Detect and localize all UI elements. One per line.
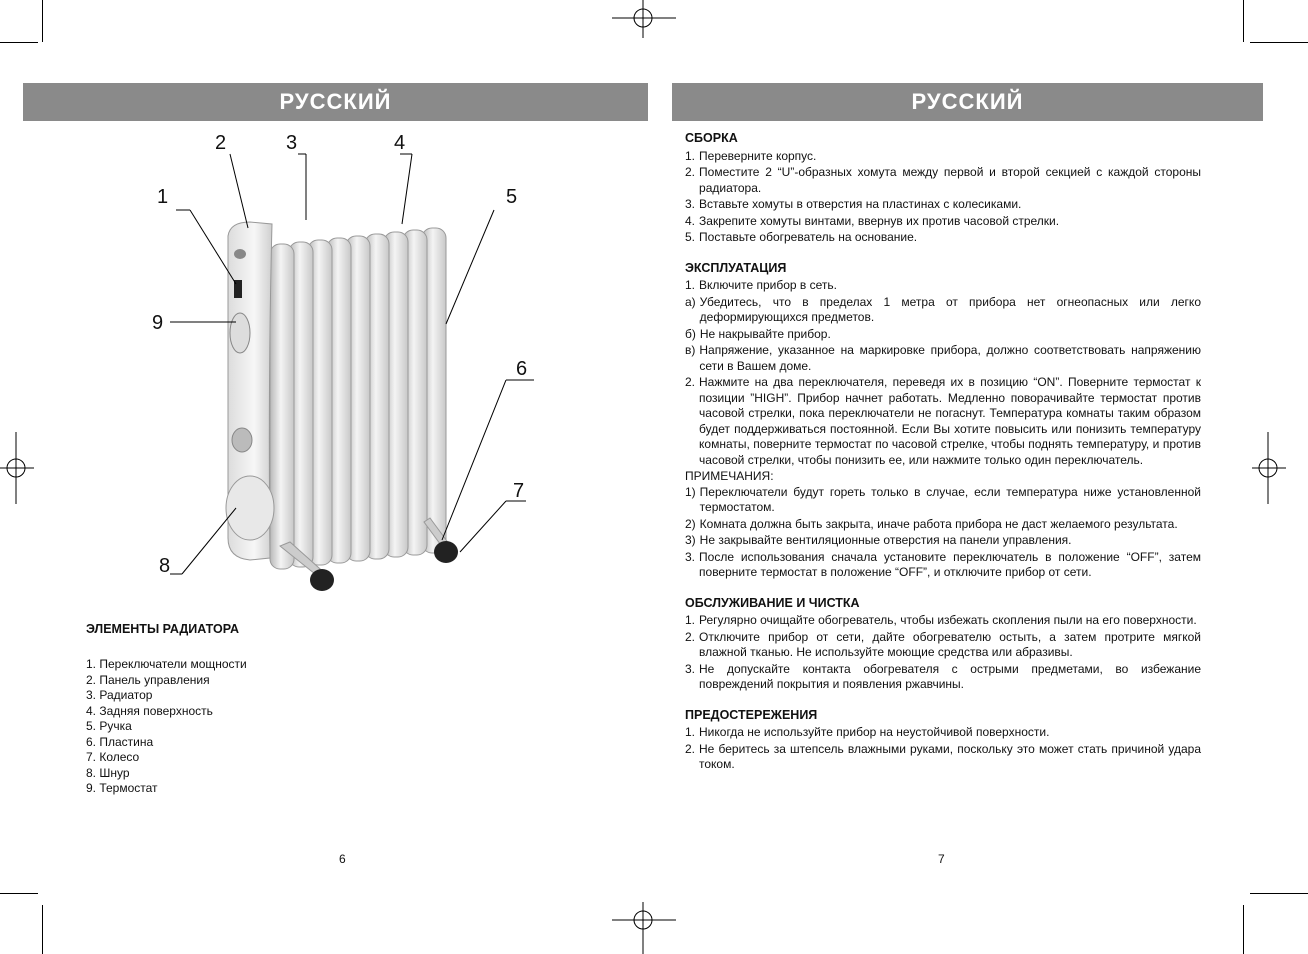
header-band-right — [672, 83, 1263, 121]
list-item — [685, 517, 1201, 533]
callout-3: 3 — [286, 132, 298, 154]
list-item: 9. Термостат — [86, 781, 158, 795]
item-text: Не накрывайте прибор. — [699, 326, 831, 341]
list-item — [685, 343, 1201, 374]
item-text: Убедитесь, что в пределах 1 метра от прибора нет огнеопасных или легко деформирующихся предметов. — [699, 294, 1201, 324]
callout-7: 7 — [513, 480, 525, 502]
list-item — [685, 630, 1201, 661]
operation-title: ЭКСПЛУАТАЦИЯ — [685, 260, 787, 275]
page-number-right: 7 — [938, 852, 945, 866]
list-item — [685, 230, 1201, 246]
item-number: 1) — [685, 484, 696, 499]
item-number: в) — [685, 343, 696, 357]
radiator-fins — [270, 228, 446, 569]
header-title-right: РУССКИЙ — [911, 89, 1024, 114]
list-item: 5. Ручка — [86, 719, 132, 733]
operation-list — [685, 278, 1201, 468]
assembly-title: СБОРКА — [685, 131, 738, 145]
item-number: б) — [685, 326, 696, 341]
notes-list — [685, 485, 1201, 581]
callout-6: 6 — [516, 358, 528, 380]
callout-2: 2 — [215, 132, 227, 154]
crop-mark — [0, 42, 38, 43]
notes-label: ПРИМЕЧАНИЯ: — [685, 469, 774, 483]
warnings-title: ПРЕДОСТЕРЕЖЕНИЯ — [685, 707, 818, 722]
item-number: 1. — [685, 725, 696, 739]
item-number: 2. — [685, 375, 696, 389]
item-text: Никогда не используйте прибор на неустойчивой поверхности. — [699, 725, 1050, 739]
item-text: Поместите 2 “U”-образных хомута между первой и второй секцией с каждой стороны радиатора. — [699, 165, 1201, 195]
registration-mark-left — [0, 432, 36, 504]
item-text: Переключатели будут гореть только в случае, если температура ниже установленной термостатом. — [699, 484, 1201, 514]
callout-4: 4 — [394, 132, 406, 154]
item-text: После использования сначала установите переключатель в положение “OFF”, затем поверните термостат в положение “OFF”, и отключите прибор от сети. — [699, 549, 1201, 579]
maintenance-list — [685, 613, 1201, 693]
crop-mark — [1250, 893, 1308, 894]
item-number: 5. — [685, 230, 696, 244]
crop-mark — [0, 893, 38, 894]
list-item — [685, 295, 1201, 326]
list-item — [685, 327, 1201, 343]
list-item: 8. Шнур — [86, 765, 130, 780]
crop-mark — [1243, 905, 1244, 954]
item-number: 3. — [685, 661, 696, 676]
list-item — [685, 278, 1201, 294]
parts-title: ЭЛЕМЕНТЫ РАДИАТОРА — [86, 622, 239, 636]
item-text: Закрепите хомуты винтами, ввернув их против часовой стрелки. — [699, 213, 1060, 228]
list-item: 1. Переключатели мощности — [86, 657, 247, 671]
item-text: Отключите прибор от сети, дайте обогревателю остыть, а затем протрите мягкой влажной тканью. Не используйте моющие средства или абразивы. — [699, 629, 1201, 659]
parts-section — [86, 622, 506, 797]
item-text: Комната должна быть закрыта, иначе работа прибора не даст желаемого результата. — [699, 516, 1178, 531]
item-number: 2. — [685, 629, 696, 644]
list-item: 2. Панель управления — [86, 672, 210, 687]
assembly-list — [685, 149, 1201, 246]
page-number-left: 6 — [339, 852, 346, 866]
item-text: Включите прибор в сеть. — [699, 278, 837, 292]
maintenance-title: ОБСЛУЖИВАНИЕ И ЧИСТКА — [685, 595, 860, 610]
item-text: Нажмите на два переключателя, переведя их в позицию “ON”. Поверните термостат к позиции ”HIGH”. Прибор начнет работать. Медленно поворачивайте термостат против часовой стрелки, пока переключатели не погаснут. Температура комнаты таким образом будет поддерживаться постоянной. Если Вы хотите повысить или понизить температуру комнаты, поверните термостат по часовой стрелке, чтобы поднять температуру, и против часовой стрелки, чтобы понизить ее, или нажмите только один переключатель. — [699, 375, 1201, 467]
item-number: 3) — [685, 533, 696, 547]
item-text: Вставьте хомуты в отверстия на пластинах с колесиками. — [699, 197, 1022, 211]
list-item — [685, 550, 1201, 581]
callout-1: 1 — [157, 186, 169, 208]
warnings-list — [685, 725, 1201, 773]
list-item — [685, 613, 1201, 629]
header-title-left: РУССКИЙ — [279, 89, 392, 114]
instructions-column — [685, 131, 1201, 774]
item-number: 3. — [685, 197, 696, 211]
item-number: 1. — [685, 613, 696, 627]
item-number: а) — [685, 294, 696, 309]
registration-mark-top — [608, 0, 678, 40]
registration-mark-right — [1252, 432, 1308, 504]
header-band-left — [23, 83, 648, 121]
item-text: Не беритесь за штепсель влажными руками, поскольку это может стать причиной удара током. — [699, 741, 1201, 771]
item-text: Переверните корпус. — [699, 148, 817, 163]
list-item — [685, 375, 1201, 468]
item-text: Не допускайте контакта обогревателя с острыми предметами, во избежание повреждений покрытия и появления ржавчины. — [699, 661, 1201, 691]
item-text: Не закрывайте вентиляционные отверстия на панели управления. — [699, 533, 1072, 547]
item-text: Поставьте обогреватель на основание. — [699, 230, 918, 244]
item-number: 2. — [685, 741, 696, 756]
list-item — [685, 485, 1201, 516]
item-number: 1. — [685, 278, 696, 292]
list-item — [685, 662, 1201, 693]
item-number: 2) — [685, 516, 696, 531]
list-item: 3. Радиатор — [86, 688, 153, 702]
crop-mark — [42, 905, 43, 954]
callout-9: 9 — [152, 312, 164, 334]
list-item — [685, 197, 1201, 213]
list-item — [685, 533, 1201, 549]
crop-mark — [1243, 0, 1244, 42]
callout-5: 5 — [506, 186, 518, 208]
list-item: 7. Колесо — [86, 750, 140, 764]
item-number: 4. — [685, 213, 696, 228]
crop-mark — [42, 0, 43, 42]
list-item — [685, 165, 1201, 196]
list-item — [685, 214, 1201, 230]
item-number: 1. — [685, 148, 696, 163]
list-item — [685, 742, 1201, 773]
crop-mark — [1250, 42, 1308, 43]
registration-mark-bottom — [608, 900, 678, 954]
item-text: Напряжение, указанное на маркировке прибора, должно соответствовать напряжению сети в Вашем доме. — [699, 343, 1201, 373]
item-number: 3. — [685, 549, 696, 564]
callout-8: 8 — [159, 555, 171, 577]
item-text: Регулярно очищайте обогреватель, чтобы избежать скопления пыли на его поверхности. — [699, 613, 1197, 627]
list-item: 4. Задняя поверхность — [86, 703, 213, 718]
list-item — [685, 149, 1201, 165]
heater-illustration — [150, 128, 560, 608]
item-number: 2. — [685, 165, 696, 179]
list-item: 6. Пластина — [86, 734, 154, 749]
list-item — [685, 725, 1201, 741]
parts-list — [86, 657, 506, 797]
